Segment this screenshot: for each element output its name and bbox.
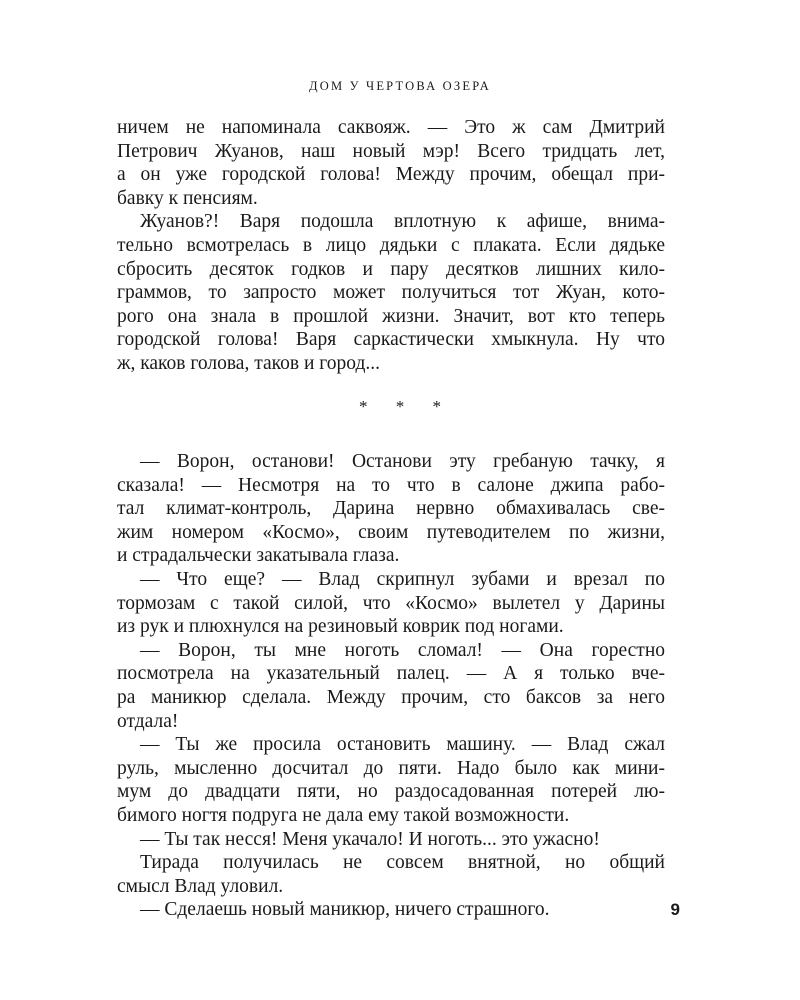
text-section-1 bbox=[117, 116, 665, 376]
text-line: смысл Влад уловил. bbox=[117, 875, 284, 897]
text-line: городской голова! Варя саркастически хмыкнула. Ну что bbox=[117, 329, 665, 351]
text-line: — Ворон, останови! Останови эту гребаную тачку, я bbox=[140, 451, 665, 472]
text-line: тал климат-контроль, Дарина нервно обмахивалась све- bbox=[117, 498, 665, 520]
text-line: Жуанов?! Варя подошла вплотную к афише, внима- bbox=[140, 211, 665, 233]
text-line: ра маникюр сделала. Между прочим, сто баксов за него bbox=[117, 686, 665, 708]
text-line: рого она знала в прошлой жизни. Значит, вот кто теперь bbox=[117, 305, 665, 327]
text-line: — Ты так несся! Меня укачало! И ноготь... это ужасно! bbox=[140, 828, 600, 850]
text-line: ничем не напоминала саквояж. — Это ж сам Дмитрий bbox=[117, 117, 665, 138]
text-line: из рук и плюхнулся на резиновый коврик под ногами. bbox=[117, 616, 564, 638]
text-line: посмотрела на указательный палец. — А я только вче- bbox=[117, 663, 665, 685]
text-line: жим номером «Космо», своим путеводителем по жизни, bbox=[117, 521, 665, 543]
text-line: отдала! bbox=[117, 710, 179, 732]
text-line: сбросить десяток годков и пару десятков лишних кило- bbox=[117, 258, 665, 280]
text-line: и страдальчески закатывала глаза. bbox=[117, 545, 400, 567]
text-line: тормозам с такой силой, что «Космо» вылетел у Дарины bbox=[117, 592, 665, 614]
text-line: — Что еще? — Влад скрипнул зубами и врезал по bbox=[140, 568, 665, 590]
text-line: руль, мысленно досчитал до пяти. Надо было как мини- bbox=[117, 757, 665, 779]
running-header: ДОМ У ЧЕРТОВА ОЗЕРА bbox=[309, 79, 491, 93]
text-line: мум до двадцати пяти, но раздосадованная потерей лю- bbox=[117, 781, 665, 803]
text-line: — Ворон, ты мне ноготь сломал! — Она горестно bbox=[140, 639, 665, 661]
text-line: — Ты же просила остановить машину. — Влад сжал bbox=[140, 734, 665, 756]
text-line: граммов, то запросто может получиться тот Жуан, кото- bbox=[117, 282, 665, 304]
text-section-2 bbox=[117, 450, 665, 922]
text-line: бимого ногтя подруга не дала ему такой возможности. bbox=[117, 804, 570, 826]
text-line: а он уже городской голова! Между прочим, обещал при- bbox=[117, 164, 665, 186]
text-line: Петрович Жуанов, наш новый мэр! Всего тридцать лет, bbox=[117, 140, 665, 162]
text-line: ж, каков голова, таков и город... bbox=[117, 352, 381, 374]
text-line: тельно всмотрелась в лицо дядьки с плаката. Если дядьке bbox=[117, 234, 665, 256]
page-number: 9 bbox=[670, 900, 680, 919]
text-line: бавку к пенсиям. bbox=[117, 187, 258, 209]
text-line: сказала! — Несмотря на то что в салоне джипа рабо- bbox=[117, 474, 665, 496]
section-separator: * * * bbox=[359, 397, 453, 416]
text-line: — Сделаешь новый маникюр, ничего страшного. bbox=[140, 899, 550, 921]
text-line: Тирада получилась не совсем внятной, но общий bbox=[140, 852, 665, 874]
